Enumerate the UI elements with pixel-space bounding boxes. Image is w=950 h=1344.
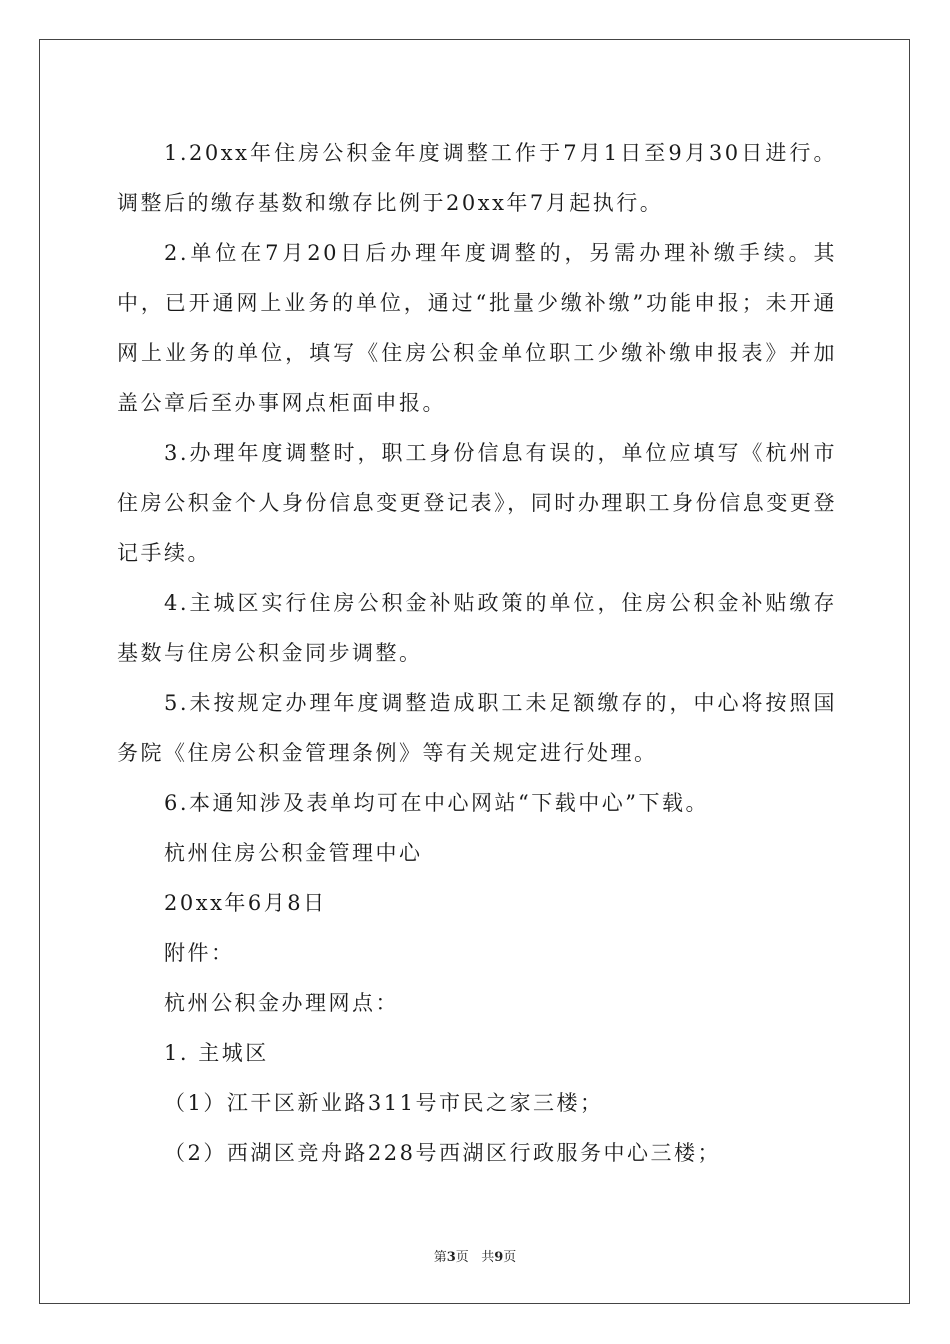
footer-prefix: 第 [433, 1250, 447, 1265]
paragraph-3: 3.办理年度调整时，职工身份信息有误的，单位应填写《杭州市住房公积金个人身份信息变更登记表》，同时办理职工身份信息变更登记手续。 [117, 441, 837, 565]
attachment-title: 杭州公积金办理网点： [164, 991, 399, 1015]
attachment-item-1: （1）江干区新业路311号市民之家三楼； [164, 1091, 604, 1115]
paragraph-1: 1.20xx年住房公积金年度调整工作于7月1日至9月30日进行。调整后的缴存基数和缴存比例于20xx年7月起执行。 [117, 141, 837, 215]
footer-mid: 页 共 [455, 1250, 495, 1265]
footer-suffix: 页 [503, 1250, 517, 1265]
paragraph-5: 5.未按规定办理年度调整造成职工未足额缴存的，中心将按照国务院《住房公积金管理条例》等有关规定进行处理。 [117, 691, 837, 765]
footer-total-pages: 9 [494, 1250, 504, 1265]
paragraph-6: 6.本通知涉及表单均可在中心网站“下载中心”下载。 [164, 791, 710, 815]
footer-current-page: 3 [446, 1250, 456, 1265]
document-body [117, 128, 837, 1178]
attachment-section: 1. 主城区 [164, 1041, 269, 1065]
attachment-label: 附件： [164, 941, 235, 965]
signature-org: 杭州住房公积金管理中心 [164, 841, 423, 865]
signature-date: 20xx年6月8日 [164, 891, 327, 915]
paragraph-4: 4.主城区实行住房公积金补贴政策的单位，住房公积金补贴缴存基数与住房公积金同步调整。 [117, 591, 837, 665]
page-footer [0, 1246, 950, 1265]
paragraph-2: 2.单位在7月20日后办理年度调整的，另需办理补缴手续。其中，已开通网上业务的单位，通过“批量少缴补缴”功能申报；未开通网上业务的单位，填写《住房公积金单位职工少缴补缴申报表》并加盖公章后至办事网点柜面申报。 [117, 241, 837, 415]
attachment-item-2: （2）西湖区竞舟路228号西湖区行政服务中心三楼； [164, 1141, 721, 1165]
